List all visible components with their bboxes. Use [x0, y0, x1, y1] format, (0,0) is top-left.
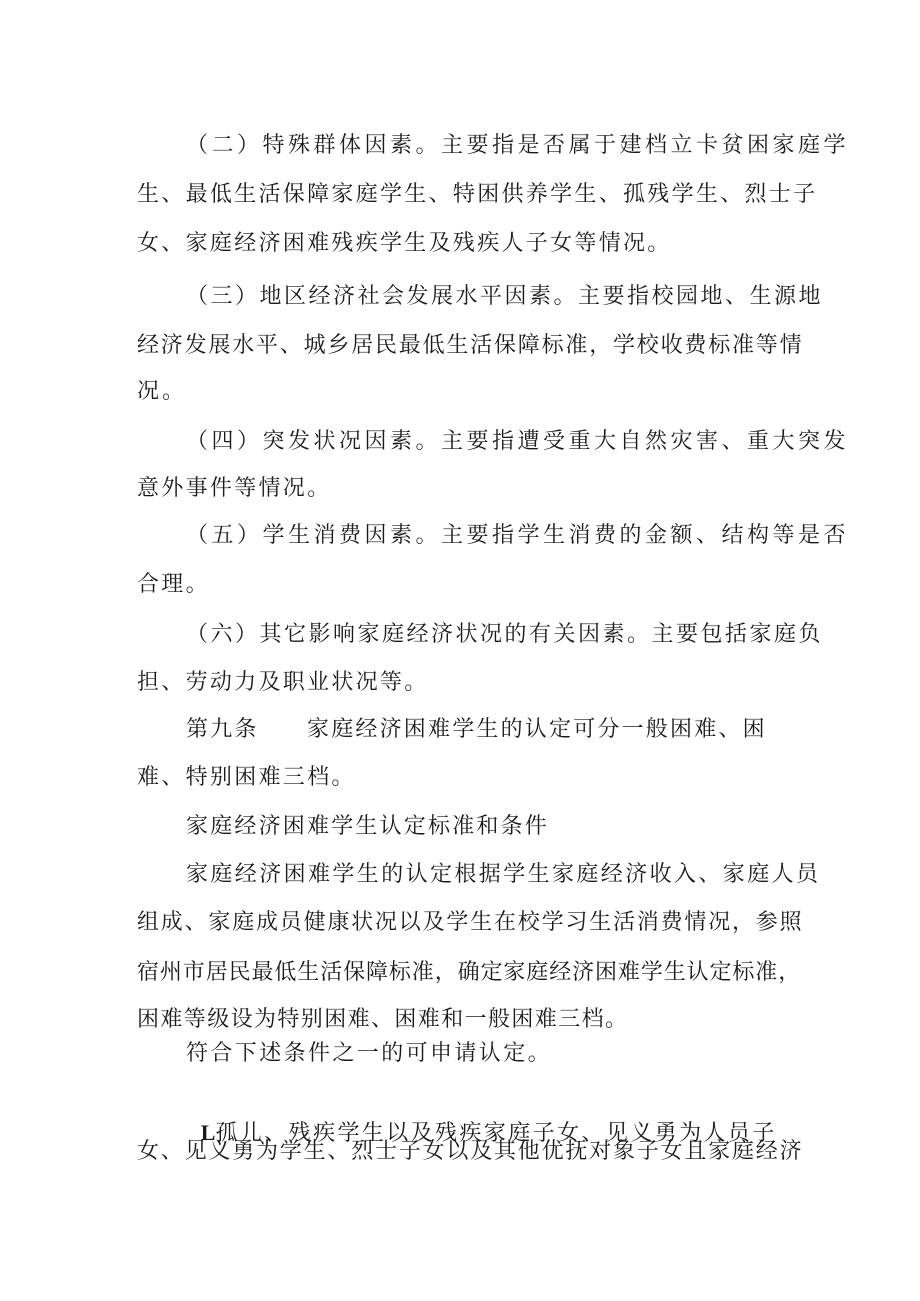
standards-heading: 家庭经济困难学生认定标准和条件 [186, 814, 550, 839]
para-emergency-line-2: 意外事件等情况。 [137, 476, 332, 501]
para-emergency-line-1: （四）突发状况因素。主要指遭受重大自然灾害、重大突发 [186, 429, 850, 454]
para-special-groups-line-3: 女、家庭经济困难残疾学生及残疾人子女等情况。 [137, 231, 672, 256]
standards-body-line-4: 困难等级设为特别困难、困难和一般困难三档。 [137, 1007, 629, 1032]
para-regional-economy-line-2: 经济发展水平、城乡居民最低生活保障标准，学校收费标准等情 [137, 333, 804, 358]
condition-one-text: 孤儿、残疾学生以及残疾家庭子女、见义勇为人员子 [215, 1121, 777, 1146]
para-regional-economy-line-3: 况。 [137, 379, 188, 404]
article-nine-line-1: 第九条 家庭经济困难学生的认定可分一般困难、困 [186, 717, 767, 742]
standards-body-line-1: 家庭经济困难学生的认定根据学生家庭经济收入、家庭人员 [186, 862, 821, 887]
para-special-groups-line-2: 生、最低生活保障家庭学生、特困供养学生、孤残学生、烈士子 [137, 182, 818, 207]
para-regional-economy-line-1: （三）地区经济社会发展水平因素。主要指校园地、生源地 [186, 284, 824, 309]
conditions-intro: 符合下述条件之一的可申请认定。 [186, 1041, 553, 1066]
para-consumption-line-1: （五）学生消费因素。主要指学生消费的金额、结构等是否 [186, 523, 850, 548]
para-consumption-line-2: 合理。 [137, 572, 210, 597]
para-other-factors-line-2: 担、劳动力及职业状况等。 [137, 670, 429, 695]
article-nine-line-2: 难、特别困难三档。 [137, 765, 356, 790]
condition-one-line-2: 女、见义勇为学生、烈士子女以及其他优抚对象子女且家庭经济 [137, 1139, 804, 1164]
para-other-factors-line-1: （六）其它影响家庭经济状况的有关因素。主要包括家庭负 [186, 622, 824, 647]
standards-body-line-3: 宿州市居民最低生活保障标准，确定家庭经济困难学生认定标准， [137, 960, 802, 985]
list-marker: L [200, 1120, 216, 1145]
standards-body-line-2: 组成、家庭成员健康状况以及学生在校学习生活消费情况，参照 [137, 910, 804, 935]
para-special-groups-line-1: （二）特殊群体因素。主要指是否属于建档立卡贫困家庭学 [186, 133, 850, 158]
